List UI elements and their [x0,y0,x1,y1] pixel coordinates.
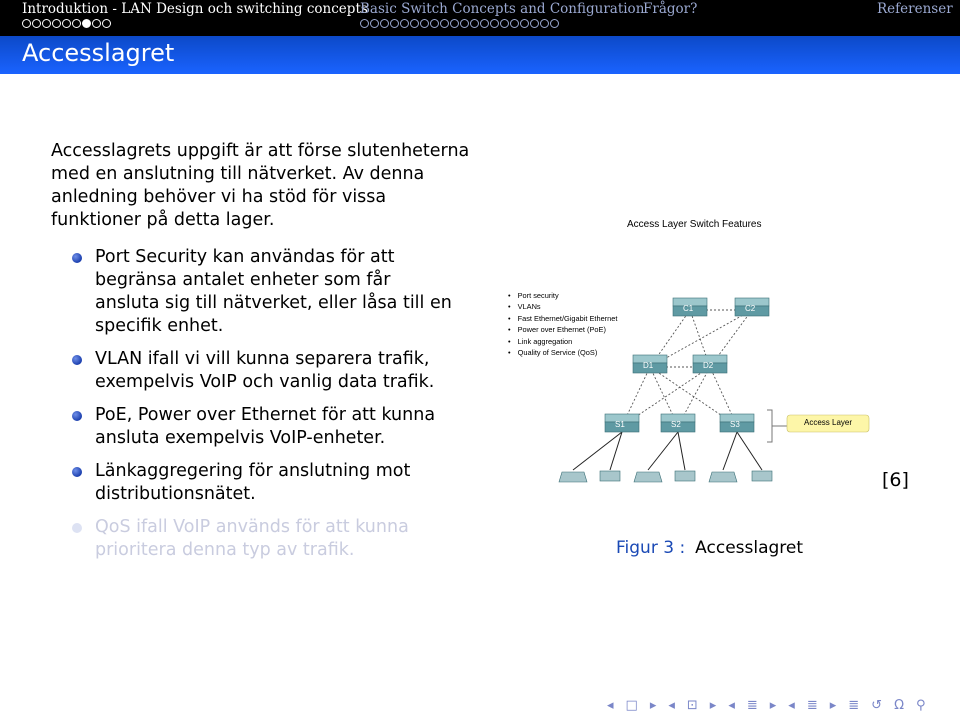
nav-frame-dot[interactable] [440,19,449,28]
nav-section-2-dots [360,19,559,28]
beamer-nav-control-icon[interactable]: ▸ [829,698,837,713]
access-pc-link [723,432,737,470]
bullet-item [70,404,460,450]
beamer-nav-control-icon[interactable]: ◂ [607,698,614,713]
nav-frame-dot[interactable] [42,19,51,28]
access-layer-figure [500,210,890,510]
laptop-icon [559,472,587,482]
access-pc-link [678,432,685,470]
ip-phone-icon [600,471,620,481]
beamer-nav-control-icon[interactable]: ≣ [746,698,758,713]
access-layer-bracket [767,410,787,442]
distribution-switch-label: D2 [703,361,714,370]
caption-number: Figur 3 : [616,538,686,558]
frame-title-bar [0,36,960,74]
core-switch-label: C1 [683,304,694,313]
nav-frame-dot[interactable] [470,19,479,28]
nav-frame-dot[interactable] [410,19,419,28]
access-pc-link [648,432,678,470]
nav-frame-dot[interactable] [400,19,409,28]
beamer-nav-control-icon[interactable]: ≣ [806,698,818,713]
header-navigation [0,0,960,36]
nav-frame-dot[interactable] [390,19,399,28]
nav-section-2[interactable]: Basic Switch Concepts and Configuration [360,1,645,17]
nav-frame-dot[interactable] [550,19,559,28]
nav-frame-dot[interactable] [82,19,91,28]
figure-feature-item: • Quality of Service (QoS) [508,347,617,358]
beamer-nav-control-icon[interactable]: ▸ [769,698,777,713]
access-switch-label: S2 [671,420,681,429]
bullet-item [70,516,460,562]
nav-frame-dot[interactable] [52,19,61,28]
reference-marker: [6] [882,469,909,491]
frame-title: Accesslagret [22,39,175,67]
beamer-nav-control-icon[interactable]: ⊡ [686,698,698,713]
core-switch-label: C2 [745,304,756,313]
bullet-item [70,246,460,338]
figure-feature-item: • Fast Ethernet/Gigabit Ethernet [508,313,617,324]
laptop-icon [634,472,662,482]
beamer-nav-control-icon[interactable]: ⚲ [916,698,926,713]
access-pc-link [610,432,622,470]
bullet-ball-icon [72,411,82,421]
nav-frame-dot[interactable] [102,19,111,28]
access-pc-link [573,432,622,470]
beamer-nav-control-icon[interactable]: ◂ [788,698,795,713]
beamer-nav-control-icon[interactable]: ↺ [871,698,883,713]
figure-feature-item: • Link aggregation [508,336,617,347]
nav-section-4[interactable]: Referenser [877,1,953,17]
nav-frame-dot[interactable] [450,19,459,28]
access-switch-label: S3 [730,420,740,429]
bullet-ball-icon [72,355,82,365]
bullet-text: Port Security kan användas för att begränsa antalet enheter som får ansluta sig till nätverket, eller låsa till en specifik enhet. [95,247,452,336]
figure-feature-item: • VLANs [508,301,617,312]
nav-frame-dot[interactable] [360,19,369,28]
nav-section-3[interactable]: Frågor? [643,1,698,17]
beamer-nav-control-icon[interactable]: ▸ [709,698,717,713]
nav-frame-dot[interactable] [520,19,529,28]
nav-frame-dot[interactable] [72,19,81,28]
laptop-icon [709,472,737,482]
intro-paragraph: Accesslagrets uppgift är att förse slutenheterna med en anslutning till nätverket. Av denna anledning behöver vi ha stöd för vissa funktioner på detta lager. [51,141,470,230]
bullet-text: Länkaggregering för anslutning mot distributionsnätet. [95,461,411,504]
nav-frame-dot[interactable] [500,19,509,28]
nav-frame-dot[interactable] [420,19,429,28]
bullet-text: VLAN ifall vi vill kunna separera trafik, exempelvis VoIP och vanlig data trafik. [95,349,435,392]
nav-section-1[interactable]: Introduktion - LAN Design och switching concepts [22,1,368,17]
nav-frame-dot[interactable] [430,19,439,28]
nav-frame-dot[interactable] [92,19,101,28]
feature-bullet-list [70,246,460,572]
access-pc-link [737,432,762,470]
ip-phone-icon [675,471,695,481]
figure-feature-list [508,290,617,358]
caption-text: Accesslagret [695,538,804,558]
beamer-nav-control-icon[interactable]: □ [625,698,638,713]
nav-frame-dot[interactable] [540,19,549,28]
nav-frame-dot[interactable] [370,19,379,28]
bullet-text: QoS ifall VoIP används för att kunna prioritera denna typ av trafik. [95,517,409,560]
bullet-ball-icon [72,467,82,477]
beamer-nav-control-icon[interactable]: ≣ [848,698,860,713]
nav-frame-dot[interactable] [510,19,519,28]
nav-frame-dot[interactable] [22,19,31,28]
ip-phone-icon [752,471,772,481]
nav-section-1-dots [22,19,111,28]
figure-title: Access Layer Switch Features [627,219,762,230]
nav-frame-dot[interactable] [380,19,389,28]
beamer-nav-control-icon[interactable]: ▸ [649,698,657,713]
bullet-ball-icon [72,253,82,263]
beamer-nav-control-icon[interactable]: ◂ [668,698,675,713]
nav-frame-dot[interactable] [460,19,469,28]
bullet-item [70,460,460,506]
figure-feature-item: • Port security [508,290,617,301]
access-layer-label: Access Layer [803,418,853,427]
bullet-item [70,348,460,394]
nav-frame-dot[interactable] [62,19,71,28]
beamer-nav-control-icon[interactable]: ◂ [728,698,735,713]
nav-frame-dot[interactable] [480,19,489,28]
figure-caption [616,538,803,558]
distribution-switch-label: D1 [643,361,654,370]
bullet-ball-icon [72,523,82,533]
nav-frame-dot[interactable] [530,19,539,28]
network-diagram [500,210,890,510]
access-switch-label: S1 [615,420,625,429]
nav-frame-dot[interactable] [32,19,41,28]
beamer-nav-control-icon[interactable]: Ω [894,698,905,713]
figure-feature-item: • Power over Ethernet (PoE) [508,324,617,335]
bullet-text: PoE, Power over Ethernet för att kunna ansluta exempelvis VoIP-enheter. [95,405,436,448]
nav-frame-dot[interactable] [490,19,499,28]
slide-navigation-controls [607,698,926,713]
